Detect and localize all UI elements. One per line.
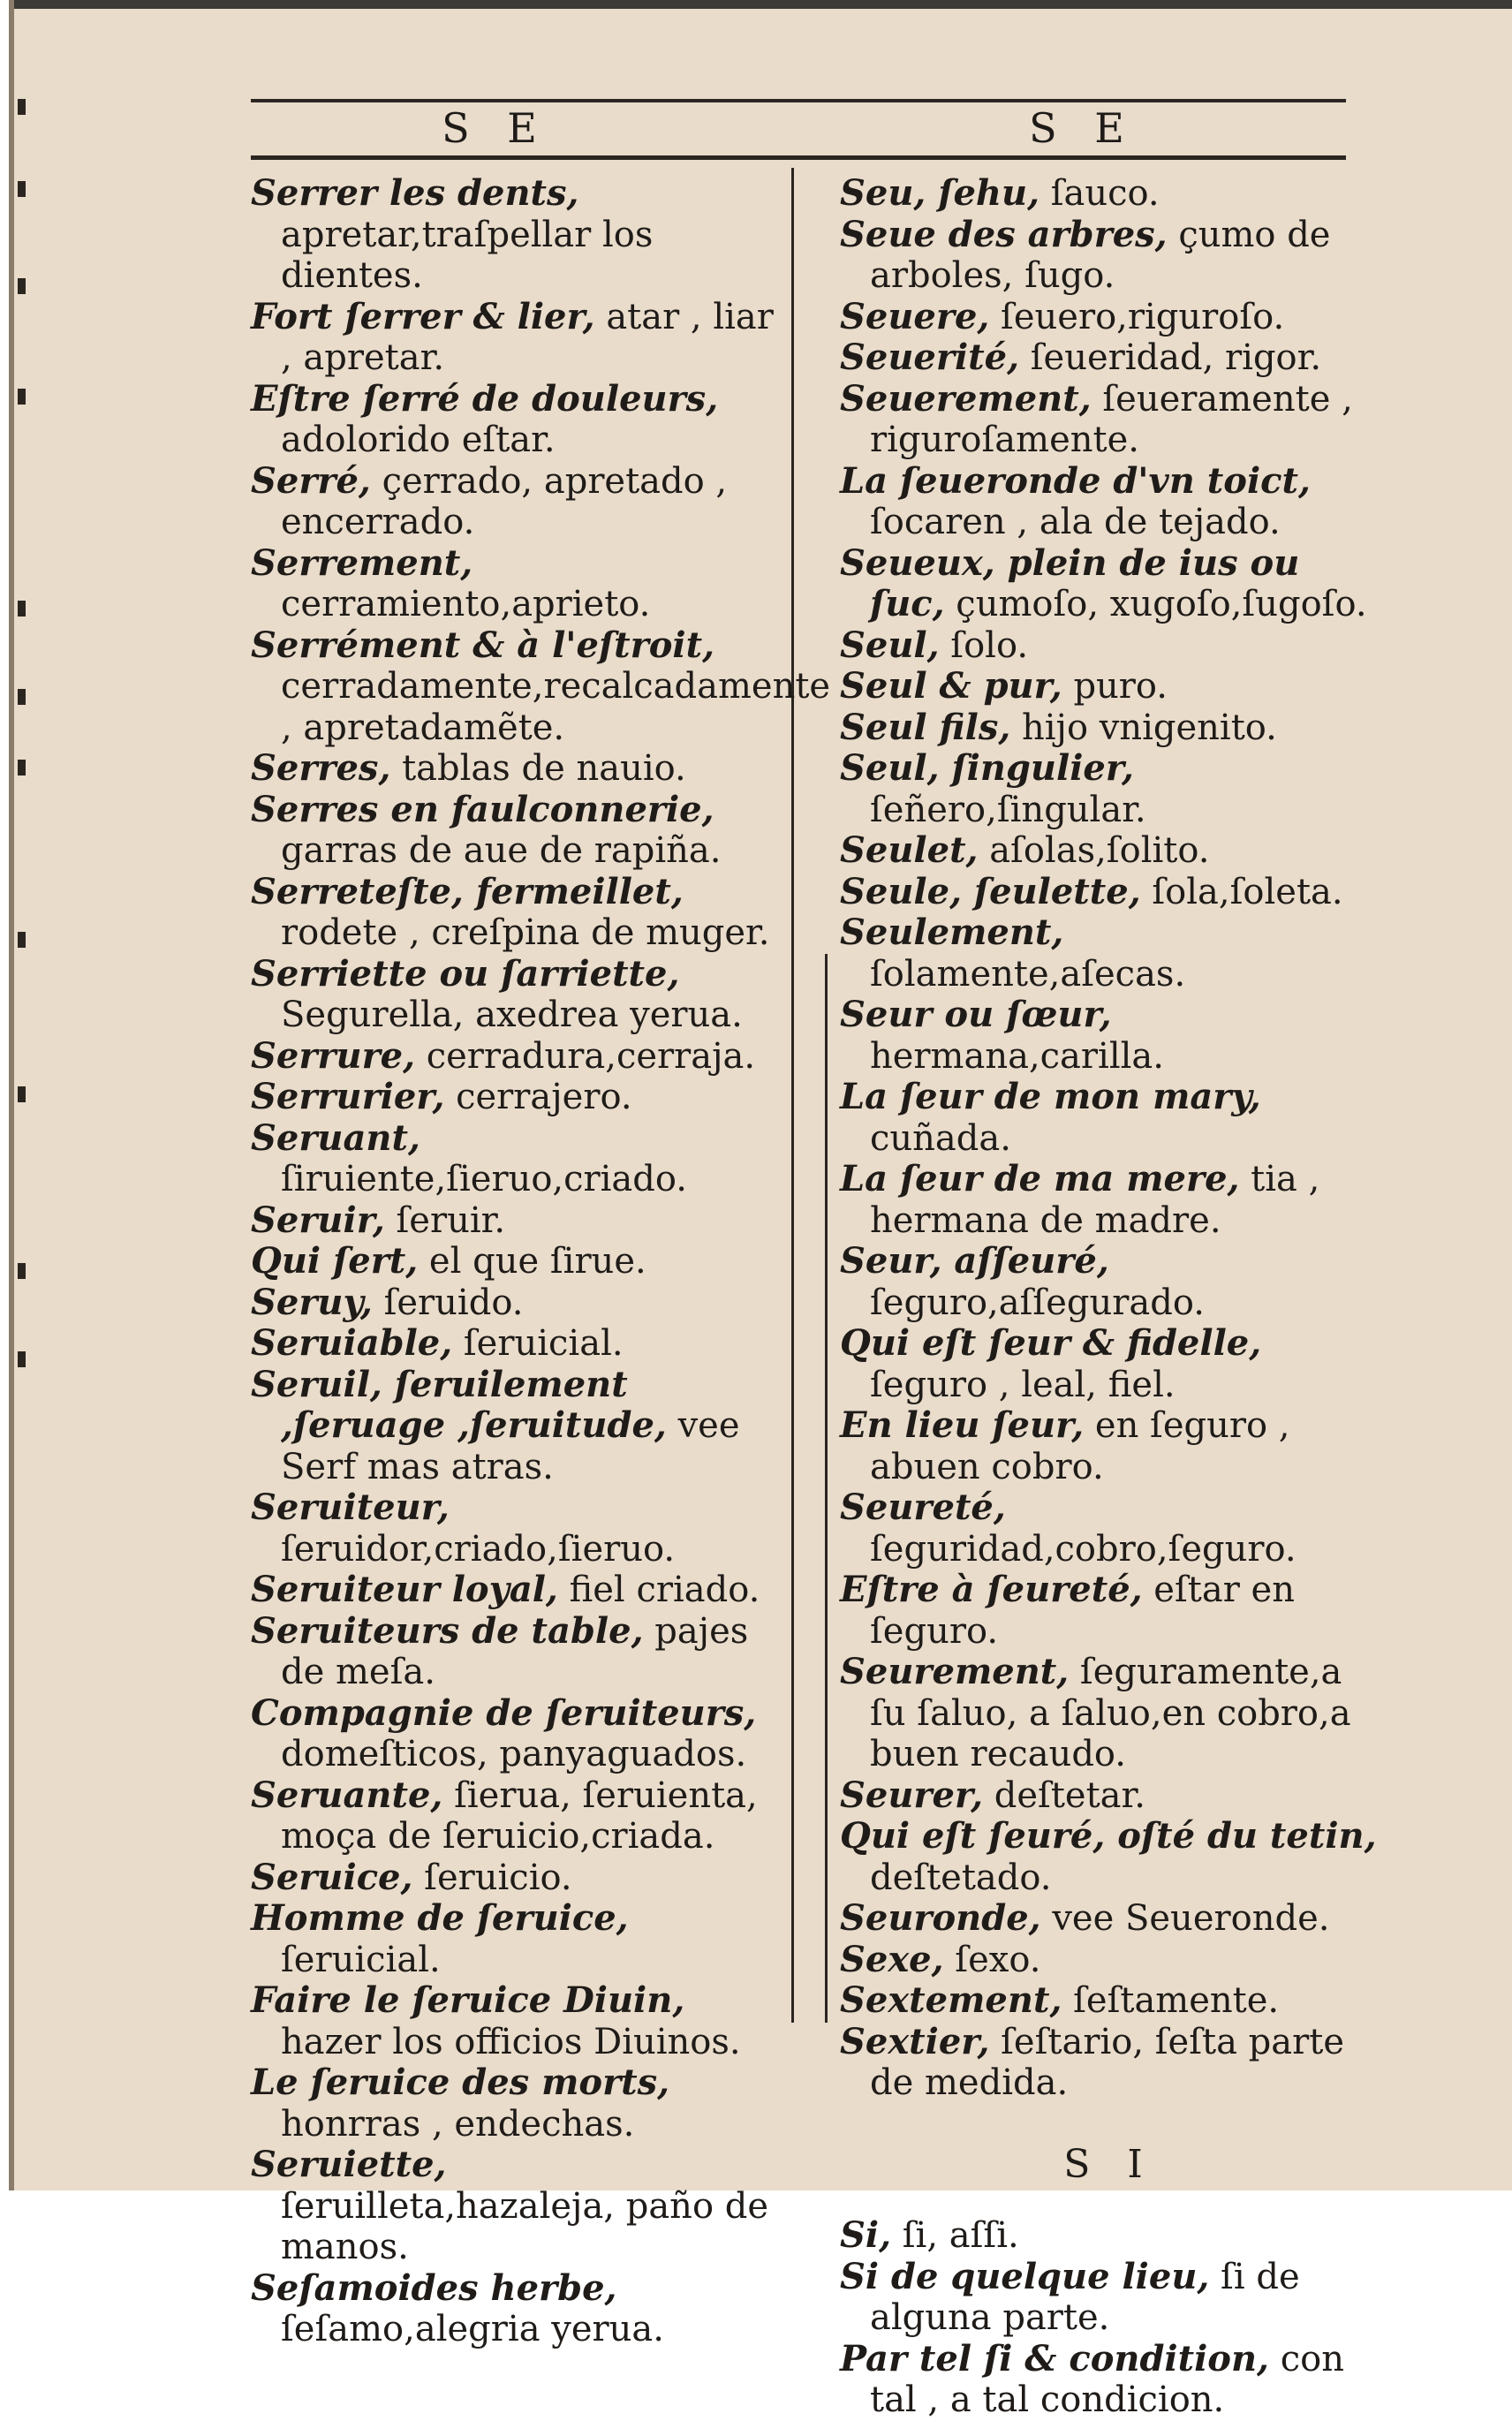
entry-headword: Seruiable, — [251, 1322, 453, 1364]
entry-headword: Sexe, — [840, 1938, 944, 1980]
entry-headword: Fort ſerrer & lier, — [251, 295, 595, 337]
header-rule-bottom — [251, 155, 1346, 160]
dictionary-entry — [251, 2145, 790, 2268]
dictionary-entry — [840, 297, 1379, 338]
dictionary-entry — [251, 1857, 790, 1899]
entry-translation: ſeruir. — [396, 1199, 506, 1241]
entry-translation: ſeueramente , riguroſamente. — [870, 378, 1353, 460]
dictionary-entry — [251, 1282, 790, 1324]
entry-headword: La ſeueronde d'vn toict, — [840, 459, 1311, 502]
entry-headword: Seulet, — [840, 829, 979, 871]
entry-translation: ſeguro , leal, fiel. — [870, 1364, 1176, 1405]
dictionary-entry — [251, 1570, 790, 1611]
entry-headword: Serré, — [251, 459, 371, 502]
dictionary-entry — [251, 543, 790, 625]
entry-translation: honrras , endechas. — [281, 2103, 635, 2145]
entry-translation: ſeruidor,criado,ſieruo. — [281, 1528, 676, 1570]
entry-headword: Homme de ſeruice, — [251, 1897, 629, 1939]
dictionary-entry — [840, 1775, 1379, 1817]
entry-translation: ſolo. — [950, 624, 1029, 666]
entry-headword: Serres en faulconnerie, — [251, 788, 714, 830]
dictionary-entry — [840, 625, 1379, 667]
right-column-entries-si — [840, 2215, 1379, 2421]
running-head-right: S E — [1029, 104, 1137, 152]
entry-headword: Seuerité, — [840, 337, 1019, 378]
entry-translation: ſeruicial. — [281, 1939, 441, 1980]
entry-translation: ſeguridad,cobro,ſeguro. — [870, 1528, 1297, 1570]
header-rule-top — [251, 99, 1346, 102]
dictionary-entry — [251, 1980, 790, 2062]
dictionary-entry — [251, 2062, 790, 2145]
dictionary-entry — [840, 1323, 1379, 1405]
column-divider — [791, 168, 794, 2023]
dictionary-entry — [840, 1077, 1379, 1159]
dictionary-entry — [251, 461, 790, 543]
section-heading: S I — [1063, 2141, 1155, 2187]
dictionary-entry — [840, 2022, 1379, 2104]
entry-translation: ſiruiente,ſieruo,criado. — [281, 1159, 687, 1199]
entry-translation: ſeſamo,alegria yerua. — [281, 2309, 664, 2349]
running-head-left: S E — [442, 104, 549, 152]
dictionary-entry — [251, 1898, 790, 1980]
dictionary-entry — [251, 297, 790, 379]
entry-headword: Seuerement, — [840, 377, 1092, 420]
entry-translation: ſola,ſoleta. — [1152, 871, 1343, 912]
entry-headword: Serriette ou ſarriette, — [251, 952, 680, 995]
entry-headword: Seruiteur loyal, — [251, 1569, 558, 1610]
entry-translation: hazer los officios Diuinos. — [281, 2021, 741, 2062]
entry-headword: Seruiteur, — [251, 1487, 450, 1528]
entry-translation: ſolamente,aſecas. — [870, 953, 1186, 995]
dictionary-entry — [840, 995, 1379, 1077]
dictionary-entry — [251, 1241, 790, 1282]
entry-translation: ſeſtamente. — [1073, 1980, 1280, 2021]
entry-translation: ſexo. — [955, 1939, 1041, 1980]
entry-translation: eſtar en ſeguro. — [870, 1570, 1295, 1652]
column-divider-secondary — [825, 954, 828, 2023]
dictionary-entry — [840, 1980, 1379, 2022]
entry-translation: cuñada. — [870, 1117, 1011, 1159]
entry-translation: ſeguramente,a ſu ſaluo, a ſaluo,en cobro,a buen recaudo. — [870, 1652, 1351, 1774]
entry-headword: Seur, aſſeuré, — [840, 1240, 1109, 1282]
entry-translation: tia , hermana de madre. — [870, 1159, 1320, 1241]
dictionary-entry — [251, 1693, 790, 1775]
entry-translation: cerradura,cerraja. — [426, 1035, 756, 1077]
entry-translation: garras de aue de rapiña. — [281, 830, 722, 871]
margin-mark — [18, 389, 26, 405]
right-column — [840, 173, 1379, 2421]
margin-mark — [18, 932, 26, 948]
margin-mark — [18, 1263, 26, 1279]
entry-translation: çumoſo, xugoſo,ſugoſo. — [956, 584, 1367, 624]
dictionary-entry — [840, 707, 1379, 749]
dictionary-entry — [840, 379, 1379, 461]
entry-headword: Seruy, — [251, 1281, 373, 1323]
entry-translation: ſauco. — [1050, 173, 1160, 214]
entry-headword: Seu, ſehu, — [840, 172, 1040, 214]
entry-headword: Serrure, — [251, 1034, 416, 1077]
dictionary-entry — [251, 748, 790, 790]
entry-headword: Eſtre ſerré de douleurs, — [251, 377, 719, 420]
margin-mark — [18, 760, 26, 775]
entry-translation: ſi, aſſi. — [902, 2215, 1019, 2256]
book-page — [9, 0, 1512, 2420]
dictionary-entry — [840, 1570, 1379, 1652]
entry-translation: el que ſirue. — [428, 1241, 646, 1282]
entry-headword: Seruiteurs de table, — [251, 1609, 644, 1652]
margin-mark — [18, 278, 26, 294]
dictionary-entry — [840, 666, 1379, 707]
entry-translation: deſtetar. — [994, 1774, 1145, 1816]
dictionary-entry — [251, 954, 790, 1036]
entry-headword: Serrément & à l'eſtroit, — [251, 624, 714, 666]
entry-headword: Sextier, — [840, 2020, 990, 2062]
entry-headword: Si, — [840, 2214, 892, 2256]
entry-translation: deſtetado. — [870, 1857, 1052, 1898]
entry-translation: ſeguro,aſſegurado. — [870, 1282, 1205, 1323]
entry-headword: Seul, — [840, 624, 940, 666]
entry-translation: rodete , creſpina de muger. — [281, 912, 770, 953]
dictionary-entry — [251, 379, 790, 461]
dictionary-entry — [840, 543, 1379, 625]
entry-headword: Seureté, — [840, 1487, 1006, 1528]
dictionary-entry — [840, 830, 1379, 872]
dictionary-entry — [251, 624, 831, 749]
entry-translation: vee Seueronde. — [1052, 1898, 1330, 1939]
entry-translation: apretar,traſpellar los dientes. — [281, 214, 654, 296]
entry-translation: con tal , a tal condicion. — [870, 2338, 1344, 2420]
entry-headword: Seuronde, — [840, 1897, 1041, 1939]
entry-translation: fiel criado. — [569, 1570, 760, 1610]
entry-headword: Faire le ſeruice Diuin, — [251, 1979, 685, 2021]
entry-headword: Seſamoides herbe, — [251, 2266, 617, 2309]
dictionary-entry — [840, 1241, 1379, 1323]
entry-headword: Qui eſt ſeur & fidelle, — [840, 1322, 1262, 1364]
entry-headword: Si de quelque lieu, — [840, 2255, 1210, 2297]
entry-translation: ſeruilleta,hazaleja, paño de manos. — [281, 2185, 769, 2267]
entry-translation: hermana,carilla. — [870, 1035, 1164, 1077]
entry-headword: Seur ou ſœur, — [840, 994, 1112, 1035]
entry-translation: domeſticos, panyaguados. — [281, 1734, 747, 1774]
entry-headword: Seul fils, — [840, 706, 1011, 748]
dictionary-entry — [840, 1898, 1379, 1940]
dictionary-entry — [840, 872, 1379, 913]
entry-headword: La ſeur de ma mere, — [840, 1158, 1240, 1199]
entry-translation: pajes de meſa. — [281, 1610, 749, 1692]
entry-headword: Qui ſert, — [251, 1240, 419, 1282]
dictionary-entry — [251, 872, 790, 954]
entry-translation: tablas de nauio. — [402, 748, 686, 789]
dictionary-entry — [840, 748, 1379, 830]
dictionary-entry — [251, 1323, 790, 1365]
entry-translation: çumo de arboles, ſugo. — [870, 214, 1331, 296]
dictionary-entry — [251, 1118, 790, 1200]
dictionary-entry — [251, 1036, 790, 1078]
entry-translation: cerradamente,recalcadamente , apretadamẽte. — [281, 666, 831, 748]
entry-translation: Segurella, axedrea yerua. — [281, 995, 743, 1035]
entry-translation: puro. — [1073, 666, 1168, 707]
dictionary-entry — [840, 1159, 1379, 1241]
entry-translation: ſeueridad, rigor. — [1030, 337, 1322, 378]
entry-headword: Serrurier, — [251, 1076, 445, 1117]
entry-headword: Le ſeruice des morts, — [251, 2062, 670, 2103]
dictionary-entry — [840, 1487, 1379, 1570]
entry-headword: Seruante, — [251, 1774, 443, 1816]
entry-headword: Seurer, — [840, 1774, 984, 1816]
entry-headword: En lieu ſeur, — [840, 1404, 1085, 1446]
entry-translation: çerrado, apretado , encerrado. — [281, 460, 728, 542]
dictionary-entry — [251, 173, 790, 297]
dictionary-entry — [251, 1200, 790, 1242]
entry-headword: Seruice, — [251, 1856, 413, 1898]
dictionary-entry — [251, 1077, 790, 1118]
dictionary-entry — [251, 790, 790, 872]
entry-translation: ſeruido. — [383, 1282, 524, 1323]
entry-headword: Seul, ſingulier, — [840, 747, 1134, 789]
dictionary-entry — [251, 1487, 790, 1570]
entry-translation: atar , liar , apretar. — [281, 296, 774, 378]
entry-headword: Seue des arbres, — [840, 213, 1168, 255]
dictionary-entry — [840, 215, 1379, 297]
dictionary-entry — [840, 2215, 1379, 2257]
entry-headword: Eſtre à ſeureté, — [840, 1569, 1143, 1610]
margin-mark — [18, 181, 26, 197]
entry-translation: vee Serf mas atras. — [281, 1405, 740, 1487]
dictionary-entry — [840, 1816, 1379, 1898]
entry-headword: Serrement, — [251, 541, 473, 584]
dictionary-entry — [251, 1611, 790, 1693]
entry-headword: Seruant, — [251, 1116, 420, 1159]
dictionary-entry — [251, 2268, 790, 2350]
entry-translation: aſolas,ſolito. — [989, 830, 1210, 871]
entry-translation: cerrajero. — [456, 1077, 632, 1117]
entry-headword: Seueux, plein de ius ou ſuc, — [840, 541, 1300, 624]
entry-headword: Serres, — [251, 747, 391, 789]
entry-translation: ſi de alguna parte. — [870, 2256, 1300, 2338]
entry-headword: Compagnie de ſeruiteurs, — [251, 1691, 757, 1734]
left-column — [251, 172, 831, 2350]
entry-headword: Seuere, — [840, 295, 990, 337]
entry-translation: hijo vnigenito. — [1021, 707, 1277, 748]
entry-headword: Seule, ſeulette, — [840, 870, 1141, 912]
entry-translation: cerramiento,aprieto. — [281, 584, 651, 624]
page-top-edge — [14, 0, 1512, 9]
entry-headword: Seulement, — [840, 912, 1064, 953]
entry-translation: ſeñero,ſingular. — [870, 789, 1146, 830]
dictionary-entry — [840, 1405, 1379, 1487]
entry-translation: ſocaren , ala de tejado. — [870, 502, 1281, 542]
entry-headword: Seruil, ſeruilement ,ſeruage ,ſeruitude, — [251, 1363, 667, 1446]
entry-headword: Sextement, — [840, 1979, 1062, 2021]
entry-translation: en ſeguro , abuen cobro. — [870, 1405, 1290, 1487]
entry-translation: ſeruicial. — [463, 1323, 624, 1364]
dictionary-entry — [840, 461, 1379, 543]
entry-headword: Par tel ſi & condition, — [840, 2337, 1269, 2379]
margin-mark — [18, 601, 26, 617]
entry-translation: ſeſtario, ſeſta parte de medida. — [870, 2021, 1344, 2103]
right-column-entries-se — [840, 173, 1379, 2104]
entry-headword: Seurement, — [840, 1651, 1070, 1692]
margin-mark — [18, 1086, 26, 1102]
dictionary-entry — [840, 1940, 1379, 1981]
margin-mark — [18, 99, 26, 115]
entry-headword: Seruiette, — [251, 2144, 447, 2185]
dictionary-entry — [840, 1652, 1379, 1775]
entry-headword: Serreteſte, fermeillet, — [251, 870, 684, 912]
entry-headword: Seruir, — [251, 1199, 385, 1241]
entry-headword: Seul & pur, — [840, 665, 1062, 707]
dictionary-entry — [840, 2339, 1379, 2421]
entry-translation: ſierua, ſeruienta, moça de ſeruicio,criada. — [281, 1774, 758, 1857]
entry-headword: Serrer les dents, — [251, 172, 579, 214]
margin-mark — [18, 1351, 26, 1367]
dictionary-entry — [251, 1775, 790, 1857]
entry-translation: ſeuero,riguroſo. — [1001, 296, 1285, 337]
margin-mark — [18, 689, 26, 705]
dictionary-entry — [840, 337, 1379, 379]
dictionary-entry — [840, 912, 1379, 995]
dictionary-entry — [251, 1365, 790, 1488]
entry-translation: ſeruicio. — [424, 1857, 572, 1898]
entry-headword: Qui eſt ſeuré, oſté du tetin, — [840, 1815, 1377, 1857]
dictionary-entry — [840, 173, 1379, 215]
entry-translation: adolorido eſtar. — [281, 420, 556, 460]
dictionary-entry — [840, 2257, 1379, 2339]
entry-headword: La ſeur de mon mary, — [840, 1076, 1261, 1117]
